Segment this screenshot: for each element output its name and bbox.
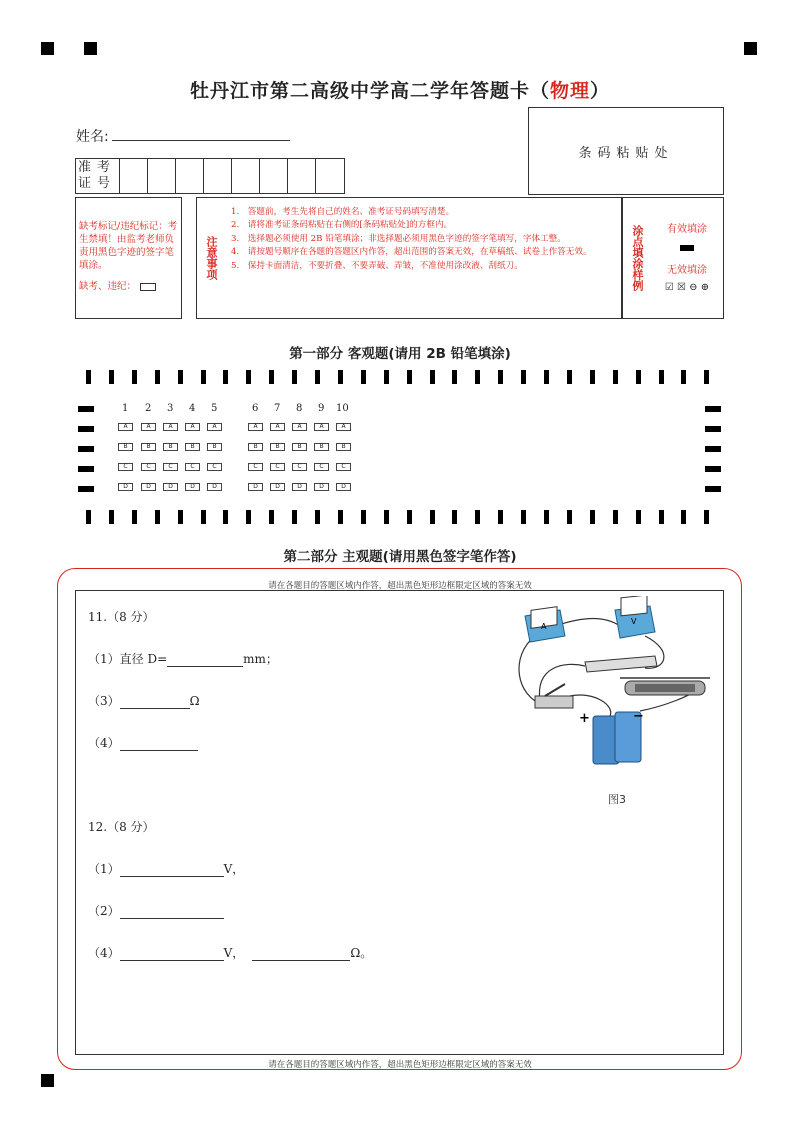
corner-mark	[41, 42, 54, 55]
timing-mark	[567, 510, 572, 524]
timing-mark	[292, 370, 297, 384]
timing-mark	[452, 370, 457, 384]
answer-bubble[interactable]: A	[248, 423, 263, 431]
ammeter-icon	[525, 607, 565, 642]
answer-bubble[interactable]: C	[292, 463, 307, 471]
absent-mark-box	[75, 197, 182, 319]
timing-mark	[132, 370, 137, 384]
battery-minus: −	[633, 709, 644, 724]
timing-mark	[636, 370, 641, 384]
answer-bubble[interactable]: A	[118, 423, 133, 431]
answer-bubble[interactable]: A	[141, 423, 156, 431]
answer-hint-top: 请在各题目的答题区域内作答，超出黑色矩形边框限定区域的答案无效	[268, 581, 532, 591]
timing-mark	[590, 510, 595, 524]
q11-line2: （3） Ω	[88, 694, 200, 708]
notes-box	[196, 197, 622, 319]
q11-answer-resistance[interactable]	[120, 696, 190, 709]
name-field[interactable]	[112, 140, 290, 141]
timing-mark	[86, 510, 91, 524]
answer-bubble[interactable]: C	[314, 463, 329, 471]
side-mark	[78, 466, 94, 472]
timing-mark	[659, 370, 664, 384]
timing-mark	[430, 510, 435, 524]
answer-bubble[interactable]: D	[292, 483, 307, 491]
voltmeter-icon	[615, 596, 655, 638]
timing-mark	[704, 510, 709, 524]
timing-mark	[109, 370, 114, 384]
answer-bubble[interactable]: D	[207, 483, 222, 491]
timing-mark	[246, 370, 251, 384]
corner-mark	[41, 1074, 54, 1087]
corner-mark	[84, 42, 97, 55]
valid-fill-label: 有效填涂	[667, 224, 707, 235]
resistance-wire-board	[585, 656, 657, 672]
side-mark	[78, 426, 94, 432]
timing-mark	[132, 510, 137, 524]
question-number: 1	[122, 403, 129, 414]
q12-line2: （2）	[88, 902, 224, 919]
answer-bubble[interactable]: D	[163, 483, 178, 491]
answer-bubble[interactable]: C	[336, 463, 351, 471]
timing-mark	[704, 370, 709, 384]
voltmeter-label: V	[631, 617, 637, 626]
q11-line3: （4）	[88, 734, 198, 751]
valid-fill-mark	[680, 245, 694, 251]
answer-bubble[interactable]: D	[185, 483, 200, 491]
id-cell[interactable]	[204, 159, 232, 193]
q12-answer-resistance[interactable]	[252, 948, 350, 961]
timing-mark	[521, 370, 526, 384]
answer-bubble[interactable]: A	[185, 423, 200, 431]
switch-icon	[535, 684, 573, 708]
answer-bubble[interactable]: A	[314, 423, 329, 431]
answer-bubble[interactable]: B	[270, 443, 285, 451]
id-cell[interactable]	[176, 159, 204, 193]
timing-mark	[430, 370, 435, 384]
invalid-fill-marks: ☑ ☒ ⊖ ⊕	[664, 282, 710, 293]
answer-bubble[interactable]: C	[141, 463, 156, 471]
question-number: 10	[336, 403, 349, 414]
answer-bubble[interactable]: C	[185, 463, 200, 471]
timing-mark	[269, 510, 274, 524]
timing-mark	[155, 370, 160, 384]
fill-sample-box	[622, 197, 724, 319]
timing-mark	[178, 510, 183, 524]
question-number: 4	[189, 403, 196, 414]
answer-bubble[interactable]: B	[185, 443, 200, 451]
q11-answer-diameter[interactable]	[167, 654, 243, 667]
id-cell[interactable]	[120, 159, 148, 193]
timing-mark	[681, 510, 686, 524]
answer-bubble[interactable]: D	[314, 483, 329, 491]
question-number: 6	[252, 403, 259, 414]
question-number: 8	[296, 403, 303, 414]
note-item: 5. 保持卡面清洁，不要折叠、不要弄破、弄皱，不准使用涂改液、刮纸刀。	[231, 260, 523, 271]
q12-answer-1[interactable]	[120, 864, 224, 877]
answer-bubble[interactable]: B	[118, 443, 133, 451]
timing-mark	[659, 510, 664, 524]
note-item: 2. 请将准考证条码粘贴在右侧的[条码粘贴处]的方框内。	[231, 220, 453, 231]
timing-mark	[636, 510, 641, 524]
timing-mark	[681, 370, 686, 384]
corner-mark	[744, 42, 757, 55]
circuit-figure	[505, 596, 720, 811]
question-number: 2	[145, 403, 152, 414]
answer-bubble[interactable]: B	[207, 443, 222, 451]
q12-line1: （1） V，	[88, 862, 245, 876]
answer-bubble[interactable]: C	[163, 463, 178, 471]
timing-mark	[498, 370, 503, 384]
answer-bubble[interactable]: C	[248, 463, 263, 471]
timing-mark	[452, 510, 457, 524]
answer-hint-bottom: 请在各题目的答题区域内作答，超出黑色矩形边框限定区域的答案无效	[268, 1060, 532, 1070]
id-cell[interactable]	[288, 159, 316, 193]
timing-mark	[315, 370, 320, 384]
answer-bubble[interactable]: A	[163, 423, 178, 431]
side-mark	[705, 426, 721, 432]
timing-mark	[475, 370, 480, 384]
timing-mark	[246, 510, 251, 524]
note-item: 4. 请按题号顺序在各题的答题区内作答，超出范围的答案无效，在草稿纸、试卷上作答无效。	[231, 247, 592, 258]
timing-mark	[338, 370, 343, 384]
answer-bubble[interactable]: B	[248, 443, 263, 451]
answer-bubble[interactable]: D	[141, 483, 156, 491]
timing-mark	[544, 370, 549, 384]
timing-mark	[590, 370, 595, 384]
absent-footer: 缺考、违纪：	[79, 280, 178, 293]
answer-bubble[interactable]: A	[207, 423, 222, 431]
timing-mark	[407, 370, 412, 384]
note-item: 3. 选择题必须使用 2B 铅笔填涂；非选择题必须用黑色字迹的签字笔填写，字体工整。	[231, 233, 566, 244]
timing-mark	[201, 370, 206, 384]
timing-mark	[567, 370, 572, 384]
q12-heading: 12.（8 分）	[88, 820, 155, 834]
part2-title: 第二部分 主观题(请用黑色签字笔作答)	[283, 549, 517, 565]
answer-bubble[interactable]: B	[292, 443, 307, 451]
answer-bubble[interactable]: D	[336, 483, 351, 491]
answer-bubble[interactable]: B	[314, 443, 329, 451]
timing-mark	[315, 510, 320, 524]
timing-mark	[178, 370, 183, 384]
timing-mark	[269, 370, 274, 384]
notes-list	[225, 198, 596, 318]
timing-mark	[384, 370, 389, 384]
barcode-area: 条码粘贴处	[528, 107, 724, 195]
notes-side-label: 注意事项	[205, 236, 218, 280]
rheostat-icon	[620, 678, 710, 695]
side-mark	[705, 406, 721, 412]
name-label: 姓名:	[76, 129, 109, 145]
id-cell[interactable]	[232, 159, 260, 193]
answer-bubble[interactable]: D	[270, 483, 285, 491]
q12-answer-2[interactable]	[120, 906, 224, 919]
side-mark	[705, 446, 721, 452]
battery-icon	[579, 709, 644, 764]
timing-mark	[155, 510, 160, 524]
timing-mark	[407, 510, 412, 524]
page-title: 牡丹江市第二高级中学高二学年答题卡（物理）	[189, 80, 611, 102]
question-number: 5	[211, 403, 218, 414]
timing-mark	[223, 370, 228, 384]
sample-side-label: 涂点填涂样例	[631, 225, 644, 291]
q11-answer-4[interactable]	[120, 738, 198, 751]
battery-plus: +	[579, 711, 590, 726]
side-mark	[705, 486, 721, 492]
q12-answer-voltage[interactable]	[120, 948, 224, 961]
subject: 物理	[549, 80, 590, 102]
id-cell[interactable]	[316, 159, 344, 193]
invalid-fill-label: 无效填涂	[667, 265, 707, 276]
timing-mark	[361, 510, 366, 524]
q11-heading: 11.（8 分）	[88, 610, 155, 624]
part1-title: 第一部分 客观题(请用 2B 铅笔填涂)	[289, 346, 511, 362]
timing-mark	[338, 510, 343, 524]
answer-bubble[interactable]: D	[118, 483, 133, 491]
side-mark	[78, 486, 94, 492]
answer-bubble[interactable]: B	[141, 443, 156, 451]
timing-mark	[86, 370, 91, 384]
question-number: 7	[274, 403, 281, 414]
q12-line3: （4） V， Ω。	[88, 946, 373, 960]
timing-mark	[498, 510, 503, 524]
timing-mark	[223, 510, 228, 524]
figure-caption: 图3	[608, 793, 626, 806]
answer-bubble[interactable]: A	[292, 423, 307, 431]
side-mark	[705, 466, 721, 472]
answer-bubble[interactable]: C	[207, 463, 222, 471]
answer-bubble[interactable]: C	[118, 463, 133, 471]
timing-mark	[384, 510, 389, 524]
timing-mark	[201, 510, 206, 524]
timing-mark	[109, 510, 114, 524]
timing-mark	[521, 510, 526, 524]
side-mark	[78, 406, 94, 412]
question-number: 3	[167, 403, 174, 414]
answer-bubble[interactable]: A	[270, 423, 285, 431]
answer-bubble[interactable]: A	[336, 423, 351, 431]
side-mark	[78, 446, 94, 452]
answer-bubble[interactable]: D	[248, 483, 263, 491]
answer-bubble[interactable]: C	[270, 463, 285, 471]
note-item: 1. 答题前，考生先将自己的姓名、准考证号码填写清楚。	[231, 207, 455, 217]
timing-mark	[613, 510, 618, 524]
timing-mark	[292, 510, 297, 524]
exam-id-label: 准考 证号	[76, 159, 120, 193]
q11-line1: （1）直径 D= mm；	[88, 652, 278, 666]
ammeter-label: A	[541, 622, 547, 631]
answer-bubble[interactable]: B	[336, 443, 351, 451]
exam-id-grid	[75, 158, 345, 194]
absent-instructions: 缺考标记/违纪标记：考生禁填！由监考老师负责用黑色字迹的签字笔填涂。	[79, 221, 178, 271]
timing-mark	[361, 370, 366, 384]
answer-bubble[interactable]: B	[163, 443, 178, 451]
question-number: 9	[318, 403, 325, 414]
id-cell[interactable]	[260, 159, 288, 193]
absent-checkbox[interactable]	[140, 283, 156, 291]
timing-mark	[544, 510, 549, 524]
timing-mark	[613, 370, 618, 384]
id-cell[interactable]	[148, 159, 176, 193]
timing-mark	[475, 510, 480, 524]
